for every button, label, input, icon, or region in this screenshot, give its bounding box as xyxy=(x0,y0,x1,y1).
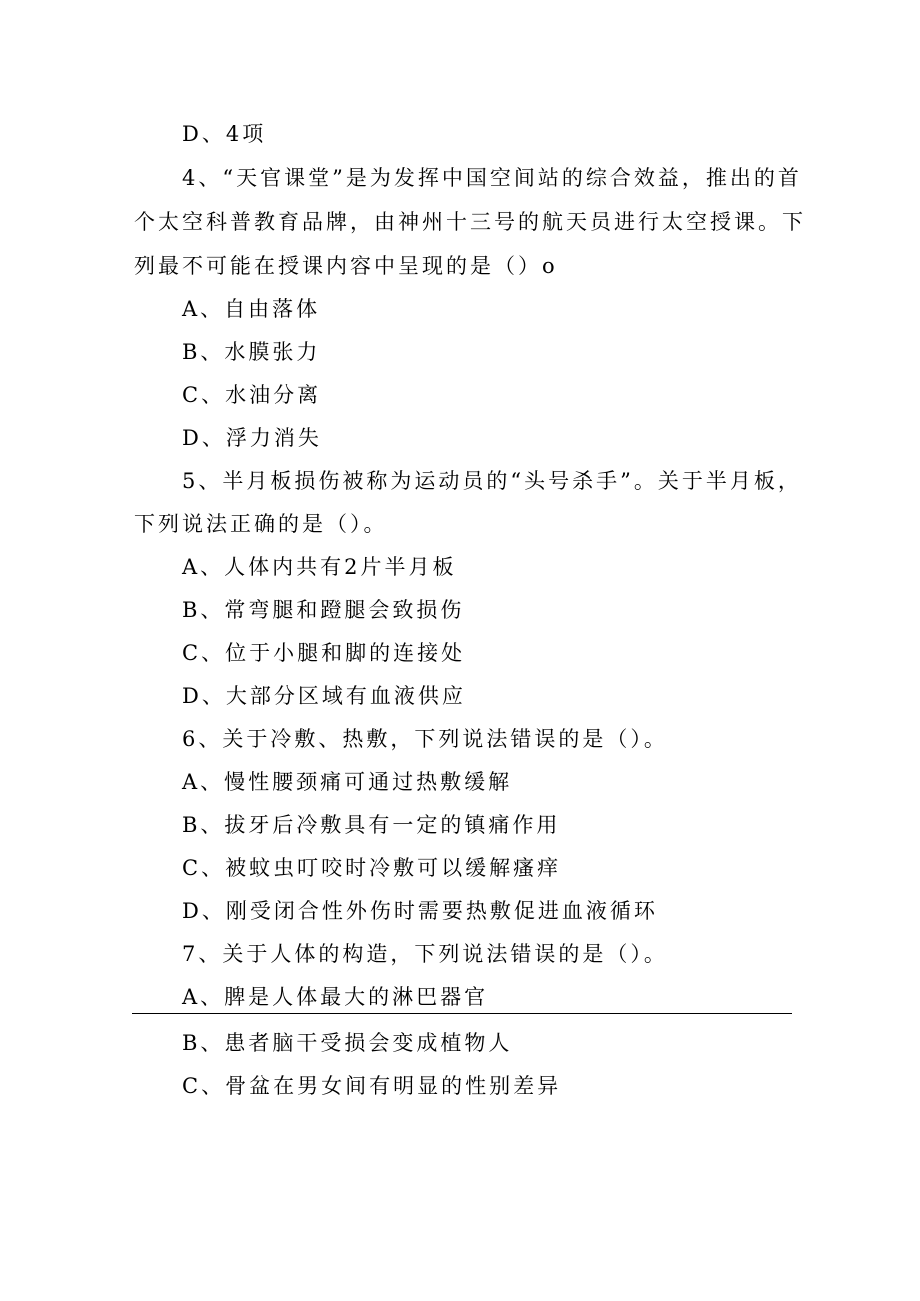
question-6-line-1: 6、关于冷敷、热敷，下列说法错误的是（）。 xyxy=(182,727,668,751)
option-7b: B、患者脑干受损会变成植物人 xyxy=(182,1031,513,1055)
option-6a: A、慢性腰颈痛可通过热敷缓解 xyxy=(182,770,513,794)
option-3d: D、4项 xyxy=(182,122,267,146)
page-divider-line xyxy=(132,1013,792,1014)
option-5c: C、位于小腿和脚的连接处 xyxy=(182,641,466,665)
option-5a: A、人体内共有2片半月板 xyxy=(182,555,457,579)
option-5b: B、常弯腿和蹬腿会致损伤 xyxy=(182,598,465,622)
option-4a: A、自由落体 xyxy=(182,297,321,321)
option-7c: C、骨盆在男女间有明显的性别差异 xyxy=(182,1074,562,1098)
option-4d: D、浮力消失 xyxy=(182,426,322,450)
option-7a: A、脾是人体最大的淋巴器官 xyxy=(182,985,489,1009)
question-5-line-1: 5、半月板损伤被称为运动员的“头号杀手”。关于半月板， xyxy=(182,469,802,493)
question-4-line-1: 4、“天官课堂”是为发挥中国空间站的综合效益，推出的首 xyxy=(182,166,802,190)
option-6c: C、被蚊虫叮咬时冷敷可以缓解瘙痒 xyxy=(182,856,562,880)
question-7-line-1: 7、关于人体的构造，下列说法错误的是（）。 xyxy=(182,942,668,966)
question-5-line-2: 下列说法正确的是（）。 xyxy=(134,512,388,536)
option-6d: D、刚受闭合性外伤时需要热敷促进血液循环 xyxy=(182,899,658,923)
question-4-line-2: 个太空科普教育品牌，由神州十三号的航天员进行太空授课。下 xyxy=(134,210,806,234)
option-4c: C、水油分离 xyxy=(182,383,322,407)
option-6b: B、拔牙后冷敷具有一定的镇痛作用 xyxy=(182,813,561,837)
option-5d: D、大部分区域有血液供应 xyxy=(182,684,466,708)
option-4b: B、水膜张力 xyxy=(182,340,321,364)
question-4-line-3: 列最不可能在授课内容中呈现的是（）o xyxy=(134,254,558,278)
